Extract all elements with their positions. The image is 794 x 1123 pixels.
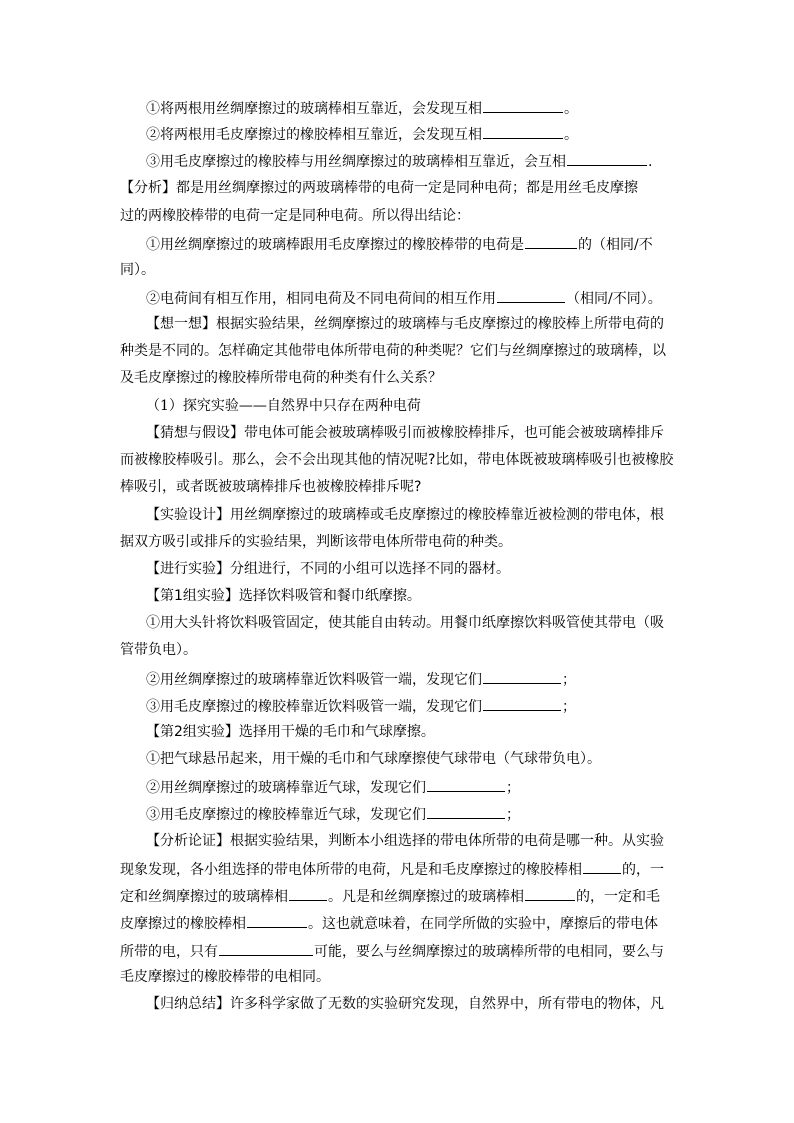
- paragraph-line: 种类是不同的。怎样确定其他带电体所带电荷的种类呢？它们与丝绸摩擦过的玻璃棒，以: [120, 343, 666, 359]
- question-line: ③用毛皮摩擦过的橡胶棒与用丝绸摩擦过的玻璃棒相互靠近，会互相 .: [146, 150, 652, 172]
- paragraph-line: 毛皮摩擦过的橡胶棒带的电相同。: [120, 969, 330, 985]
- paragraph-line: 【想一想】根据实验结果，丝绸摩擦过的玻璃棒与毛皮摩擦过的橡胶棒上所带电荷的: [146, 316, 664, 332]
- fill-blank[interactable]: [525, 233, 577, 249]
- fill-blank[interactable]: [219, 940, 313, 956]
- paragraph-line: 皮摩擦过的橡胶棒相 。这也就意味着，在同学所做的实验中，摩擦后的带电体: [120, 912, 658, 934]
- paragraph-line: 【分析论证】根据实验结果，判断本小组选择的带电体所带的电荷是哪一种。从实验: [146, 833, 664, 849]
- fill-blank[interactable]: [247, 912, 307, 928]
- paragraph-line: 棒吸引，或者既被玻璃棒排斥也被橡胶棒排斥呢?: [120, 479, 422, 495]
- fill-blank[interactable]: [427, 776, 505, 792]
- paragraph-line: 据双方吸引或排斥的实验结果，判断该带电体所带电荷的种类。: [120, 534, 512, 550]
- question-line: ①用丝绸摩擦过的玻璃棒跟用毛皮摩擦过的橡胶棒带的电荷是 的（相同/不: [146, 233, 653, 255]
- paragraph-line: ①把气球悬吊起来，用干燥的毛巾和气球摩擦使气球带电（气球带负电）。: [146, 751, 601, 767]
- fill-blank[interactable]: [483, 123, 563, 139]
- fill-blank[interactable]: [567, 150, 647, 166]
- paragraph-line: 【分析】都是用丝绸摩擦过的两玻璃棒带的电荷一定是同种电荷；都是用丝毛皮摩擦: [120, 180, 638, 196]
- question-line: ②用丝绸摩擦过的玻璃棒靠近气球，发现它们 ；: [146, 776, 520, 798]
- question-line: ②将两根用毛皮摩擦过的橡胶棒相互靠近，会发现互相 。: [146, 123, 578, 145]
- question-line: ③用毛皮摩擦过的橡胶棒靠近气球，发现它们 ；: [146, 803, 520, 825]
- fill-blank[interactable]: [525, 885, 575, 901]
- question-line: ③用毛皮摩擦过的橡胶棒靠近饮料吸管一端，发现它们 ；: [146, 695, 576, 717]
- paragraph-line: 现象发现，各小组选择的带电体所带的电荷，凡是和毛皮摩擦过的橡胶棒相 的，一: [120, 858, 664, 880]
- paragraph-line: 【实验设计】用丝绸摩擦过的玻璃棒或毛皮摩擦过的橡胶棒靠近被检测的带电体，根: [146, 507, 664, 523]
- section-heading: 【第1组实验】选择饮料吸管和餐巾纸摩擦。: [146, 588, 421, 604]
- paragraph-line: 而被橡胶棒吸引。那么，会不会出现其他的情况呢?比如，带电体既被玻璃棒吸引也被橡胶: [120, 452, 674, 468]
- section-heading: （1）探究实验——自然界中只存在两种电荷: [146, 398, 421, 414]
- fill-blank[interactable]: [427, 803, 505, 819]
- section-heading: 【第2组实验】选择用干燥的毛巾和气球摩擦。: [146, 724, 435, 740]
- fill-blank[interactable]: [289, 885, 327, 901]
- paragraph-line: 【猜想与假设】带电体可能会被玻璃棒吸引而被橡胶棒排斥，也可能会被玻璃棒排斥: [146, 425, 664, 441]
- paragraph-line: 【进行实验】分组进行，不同的小组可以选择不同的器材。: [146, 561, 510, 577]
- paragraph-line: 定和丝绸摩擦过的玻璃棒相 。凡是和丝绸摩擦过的玻璃棒相 的，一定和毛: [120, 885, 660, 907]
- paragraph-line: 所带的电，只有 可能，要么与丝绸摩擦过的玻璃棒所带的电相同，要么与: [120, 940, 664, 962]
- fill-blank[interactable]: [483, 695, 561, 711]
- paragraph-line: 管带负电）。: [120, 642, 197, 658]
- paragraph-line: 【归纳总结】许多科学家做了无数的实验研究发现，自然界中，所有带电的物体，凡: [146, 996, 664, 1012]
- fill-blank[interactable]: [583, 858, 621, 874]
- question-line: ①将两根用丝绸摩擦过的玻璃棒相互靠近，会发现互相 。: [146, 97, 578, 119]
- paragraph-line: 及毛皮摩擦过的橡胶棒所带电荷的种类有什么关系？: [120, 370, 442, 386]
- paragraph-line: 过的两橡胶棒带的电荷一定是同种电荷。所以得出结论：: [120, 208, 470, 224]
- question-line: ②用丝绸摩擦过的玻璃棒靠近饮料吸管一端，发现它们 ；: [146, 668, 576, 690]
- question-line: ②电荷间有相互作用，相同电荷及不同电荷间的相互作用 （相同/不同）。: [146, 287, 662, 309]
- fill-blank[interactable]: [483, 668, 561, 684]
- fill-blank[interactable]: [483, 97, 563, 113]
- paragraph-line: 同）。: [120, 262, 155, 278]
- paragraph-line: ①用大头针将饮料吸管固定，使其能自由转动。用餐巾纸摩擦饮料吸管使其带电（吸: [146, 615, 664, 631]
- fill-blank[interactable]: [497, 287, 565, 303]
